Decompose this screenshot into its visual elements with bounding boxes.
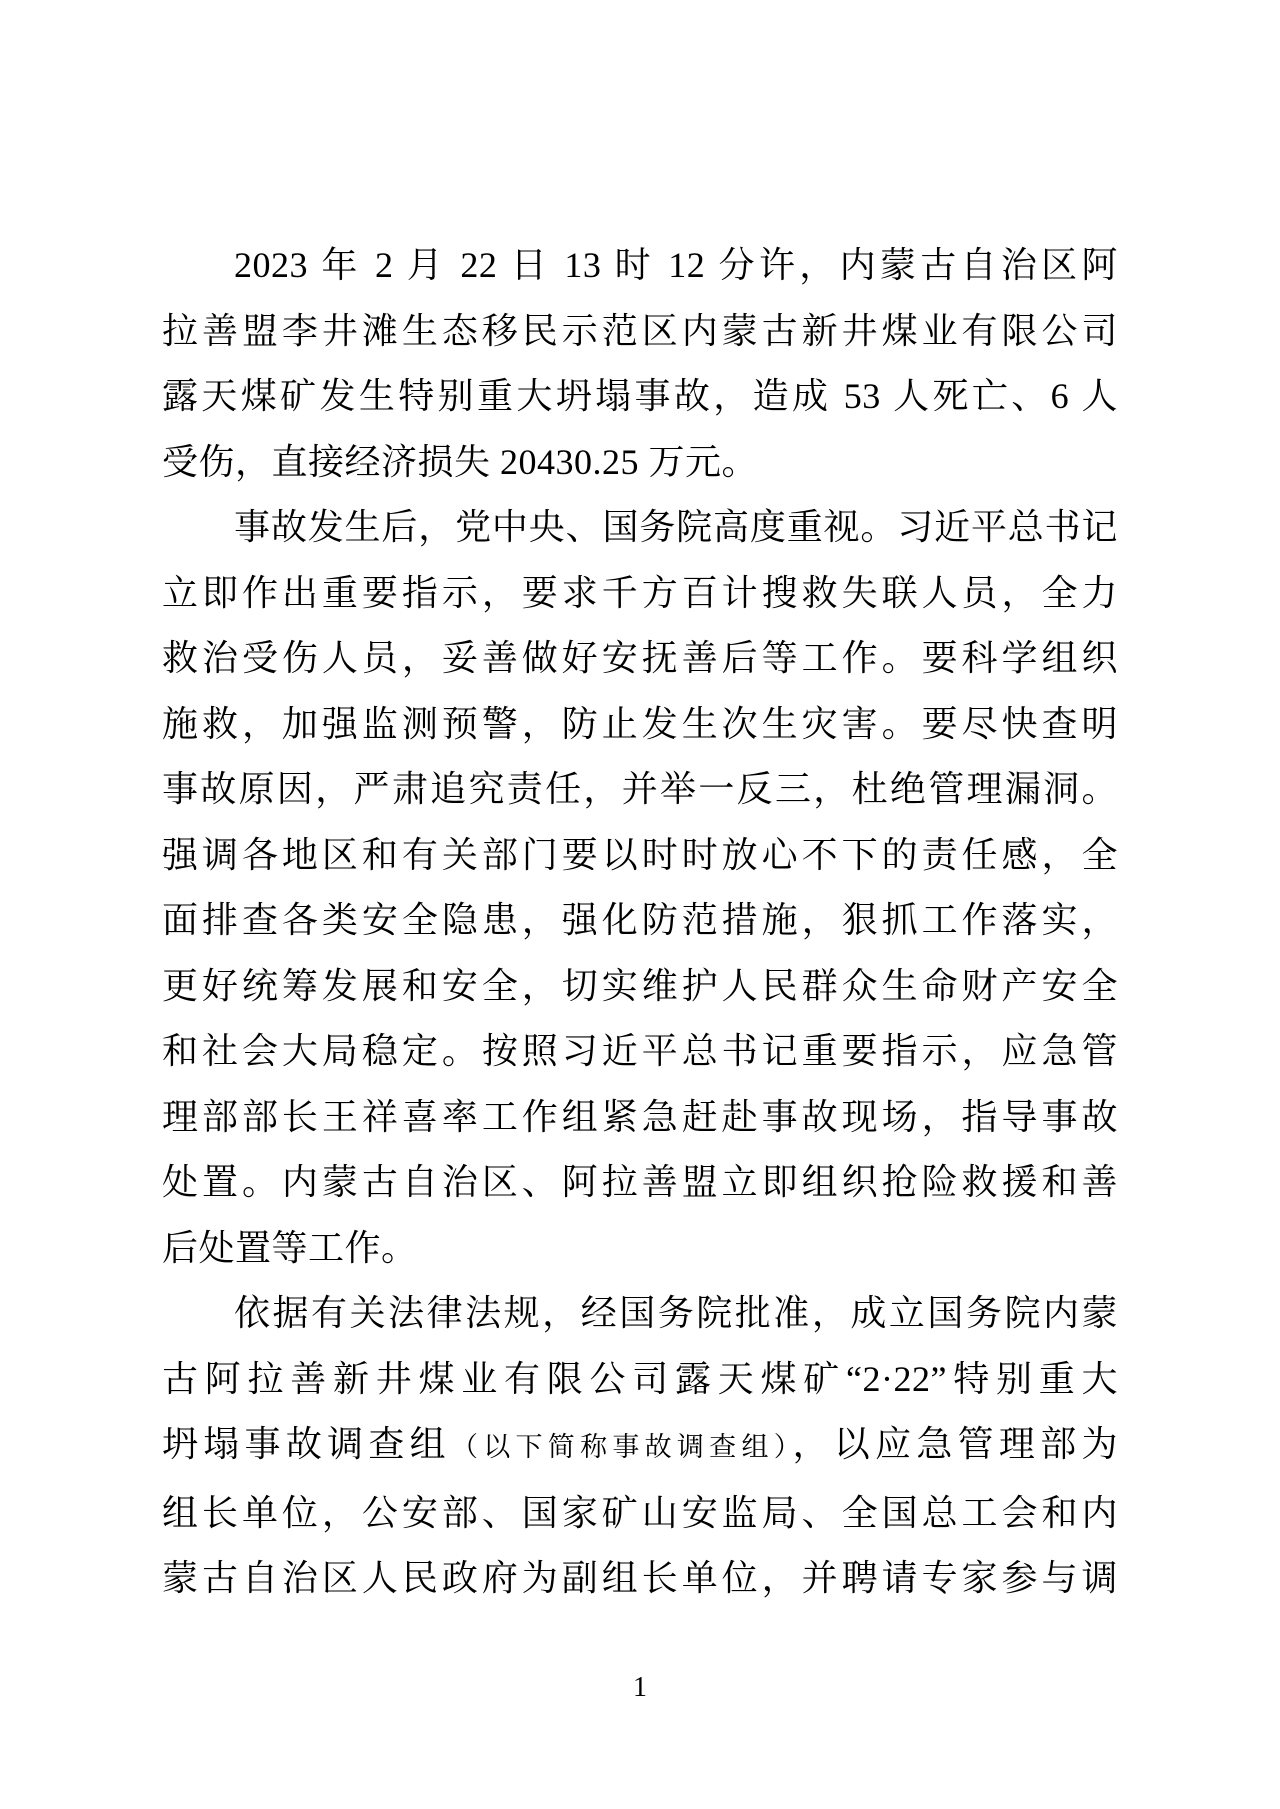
text-line: [162, 1019, 1118, 1085]
text-segment: 拉善盟李井滩生态移民示范区内蒙古新井煤业有限公司: [162, 310, 1118, 351]
text-segment: ，以应急管理部为: [792, 1424, 1118, 1464]
text-segment: 事故发生后，党中央、国务院高度重视。习近平总书记: [234, 507, 1118, 547]
text-segment: 组长单位，公安部、国家矿山安监局、全国总工会和内: [162, 1492, 1118, 1533]
text-segment: 理部部长王祥喜率工作组紧急赶赴事故现场，指导事故: [162, 1096, 1118, 1137]
text-segment: 后处置等工作。: [162, 1227, 418, 1268]
text-line: [162, 626, 1118, 692]
text-line: [162, 299, 1118, 365]
text-line: [162, 1150, 1118, 1216]
text-line: [162, 1546, 1118, 1612]
text-segment: 更好统筹发展和安全，切实维护人民群众生命财产安全: [162, 965, 1118, 1006]
text-line: [162, 1281, 1118, 1347]
text-segment: 古阿拉善新井煤业有限公司露天煤矿“2·22”特别重大: [162, 1358, 1118, 1399]
page-number: 1: [633, 1672, 647, 1703]
text-segment: 蒙古自治区人民政府为副组长单位，并聘请专家参与调: [162, 1558, 1118, 1598]
text-segment: 施救，加强监测预警，防止发生次生灾害。要尽快查明: [162, 703, 1118, 744]
text-line: [162, 1085, 1118, 1151]
text-line: [162, 430, 1118, 496]
text-segment: 受伤，直接经济损失 20430.25 万元。: [162, 441, 759, 482]
text-line: [162, 1347, 1118, 1413]
text-line: [162, 1412, 1118, 1481]
text-line: [162, 495, 1118, 561]
text-line: [162, 954, 1118, 1020]
text-segment: 依据有关法律法规，经国务院批准，成立国务院内蒙: [234, 1293, 1118, 1333]
text-segment: 露天煤矿发生特别重大坍塌事故，造成 53 人死亡、6 人: [162, 376, 1118, 416]
document-body: [162, 233, 1118, 1612]
text-segment: 面排查各类安全隐患，强化防范措施，狠抓工作落实，: [162, 900, 1118, 940]
text-segment: 和社会大局稳定。按照习近平总书记重要指示，应急管: [162, 1031, 1118, 1071]
text-line: [162, 561, 1118, 627]
text-line: [162, 233, 1118, 299]
text-segment: 救治受伤人员，妥善做好安抚善后等工作。要科学组织: [162, 638, 1118, 678]
text-line: [162, 364, 1118, 430]
text-line: [162, 692, 1118, 758]
text-segment-small: （以下简称事故调查组）: [450, 1432, 793, 1462]
text-line: [162, 757, 1118, 823]
text-line: [162, 1481, 1118, 1547]
text-segment: 事故原因，严肃追究责任，并举一反三，杜绝管理漏洞。: [162, 769, 1118, 809]
text-line: [162, 888, 1118, 954]
text-line: [162, 823, 1118, 889]
text-line: [162, 1216, 1118, 1282]
text-segment: 2023 年 2 月 22 日 13 时 12 分许，内蒙古自治区阿: [234, 245, 1118, 285]
text-segment: 强调各地区和有关部门要以时时放心不下的责任感，全: [162, 834, 1118, 875]
text-segment: 立即作出重要指示，要求千方百计搜救失联人员，全力: [162, 572, 1118, 613]
text-segment: 坍塌事故调查组: [162, 1424, 451, 1464]
text-segment: 处置。内蒙古自治区、阿拉善盟立即组织抢险救援和善: [162, 1162, 1118, 1202]
